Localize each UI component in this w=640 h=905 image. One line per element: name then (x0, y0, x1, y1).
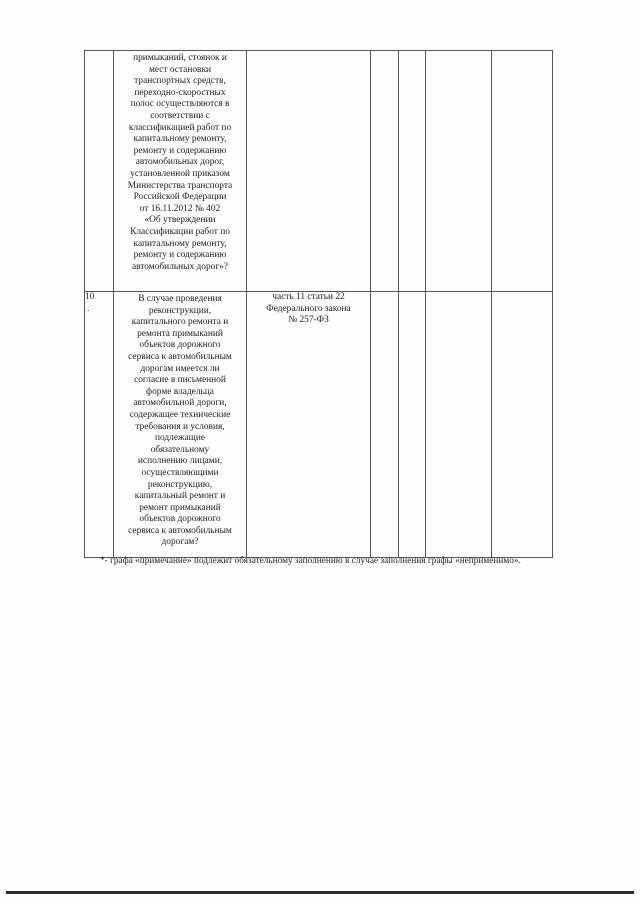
text-line: транспортных средств, (134, 76, 226, 87)
text-line: сервиса к автомобильным (128, 525, 232, 536)
answer-yes-cell (371, 292, 399, 558)
not-applicable-cell (426, 292, 492, 558)
text-line: дорогам? (161, 537, 199, 548)
text-line: № 257-ФЗ (288, 315, 329, 326)
row-number-cell (85, 292, 114, 558)
text-line: капитального ремонта и (131, 317, 229, 328)
text-line: обязательному (150, 444, 210, 455)
row-number-suffix: . (87, 303, 90, 314)
text-line: реконструкцию, (147, 479, 213, 490)
text-line: капитальному ремонту, (133, 238, 227, 249)
text-line: соответствии с (150, 110, 210, 121)
note-cell (492, 51, 553, 292)
checklist-table (84, 50, 553, 558)
text-line: ремонта примыканий (137, 328, 223, 339)
question-text (114, 51, 246, 273)
text-line: содержащее технические (129, 409, 231, 420)
row-number-cell (85, 51, 114, 292)
table-row (85, 292, 553, 558)
text-line: классификацией работ по (128, 122, 232, 133)
text-line: примыканий, стоянок и (133, 53, 227, 63)
not-applicable-cell (426, 51, 492, 292)
text-line: Федерального закона (266, 303, 351, 314)
text-line: автомобильных дорог, (135, 157, 225, 168)
text-line: ремонту и содержанию (133, 145, 227, 156)
text-line: «Об утверждении (144, 215, 216, 226)
text-line: реконструкции, (148, 305, 212, 316)
text-line: часть 11 статьи 22 (272, 292, 345, 302)
answer-no-cell (399, 51, 426, 292)
text-line: полос осуществляются в (130, 99, 230, 110)
text-line: от 16.11.2012 № 402 (139, 203, 221, 214)
text-line: автомобильных дорог»? (131, 261, 229, 272)
text-line: сервиса к автомобильным (128, 351, 232, 362)
text-line: капитальный ремонт и (134, 491, 226, 502)
text-line: В случае проведения (138, 294, 222, 304)
reference-cell (247, 51, 371, 292)
row-number: 10 (85, 292, 95, 302)
text-line: подлежащие (154, 433, 206, 444)
text-line: исполнению лицами, (137, 456, 223, 467)
text-line: форме владельца (146, 386, 214, 397)
answer-no-cell (399, 292, 426, 558)
text-line: осуществляющими (141, 467, 219, 478)
text-line: автомобильной дороги, (133, 398, 227, 409)
text-line: капитальному ремонту, (133, 134, 227, 145)
question-cell (114, 292, 247, 558)
table-row (85, 51, 553, 292)
text-line: Классификации работ по (130, 226, 230, 237)
text-line: ремонт примыканий (139, 502, 221, 513)
page-bottom-rule (6, 891, 634, 894)
text-line: дорогам имеется ли (140, 363, 220, 374)
reference-cell (247, 292, 371, 558)
note-cell (492, 292, 553, 558)
text-line: установленной приказом (130, 168, 230, 179)
text-line: объектов дорожного (139, 340, 221, 351)
question-cell (114, 51, 247, 292)
answer-yes-cell (371, 51, 399, 292)
text-line: Российской Федерации (133, 192, 227, 203)
footnote: *- графа «примечание» подлежит обязательному заполнению в случае заполнения графы «неприменимо». (100, 555, 521, 565)
legal-reference (247, 292, 370, 327)
text-line: переходно-скоростных (134, 87, 226, 98)
text-line: объектов дорожного (139, 514, 221, 525)
text-line: ремонту и содержанию (133, 250, 227, 261)
text-line: требования и условия, (135, 421, 225, 432)
text-line: Министерства транспорта (127, 180, 233, 191)
text-line: согласие в письменной (134, 375, 226, 386)
question-text (114, 292, 246, 549)
text-line: мест остановки (148, 64, 212, 75)
